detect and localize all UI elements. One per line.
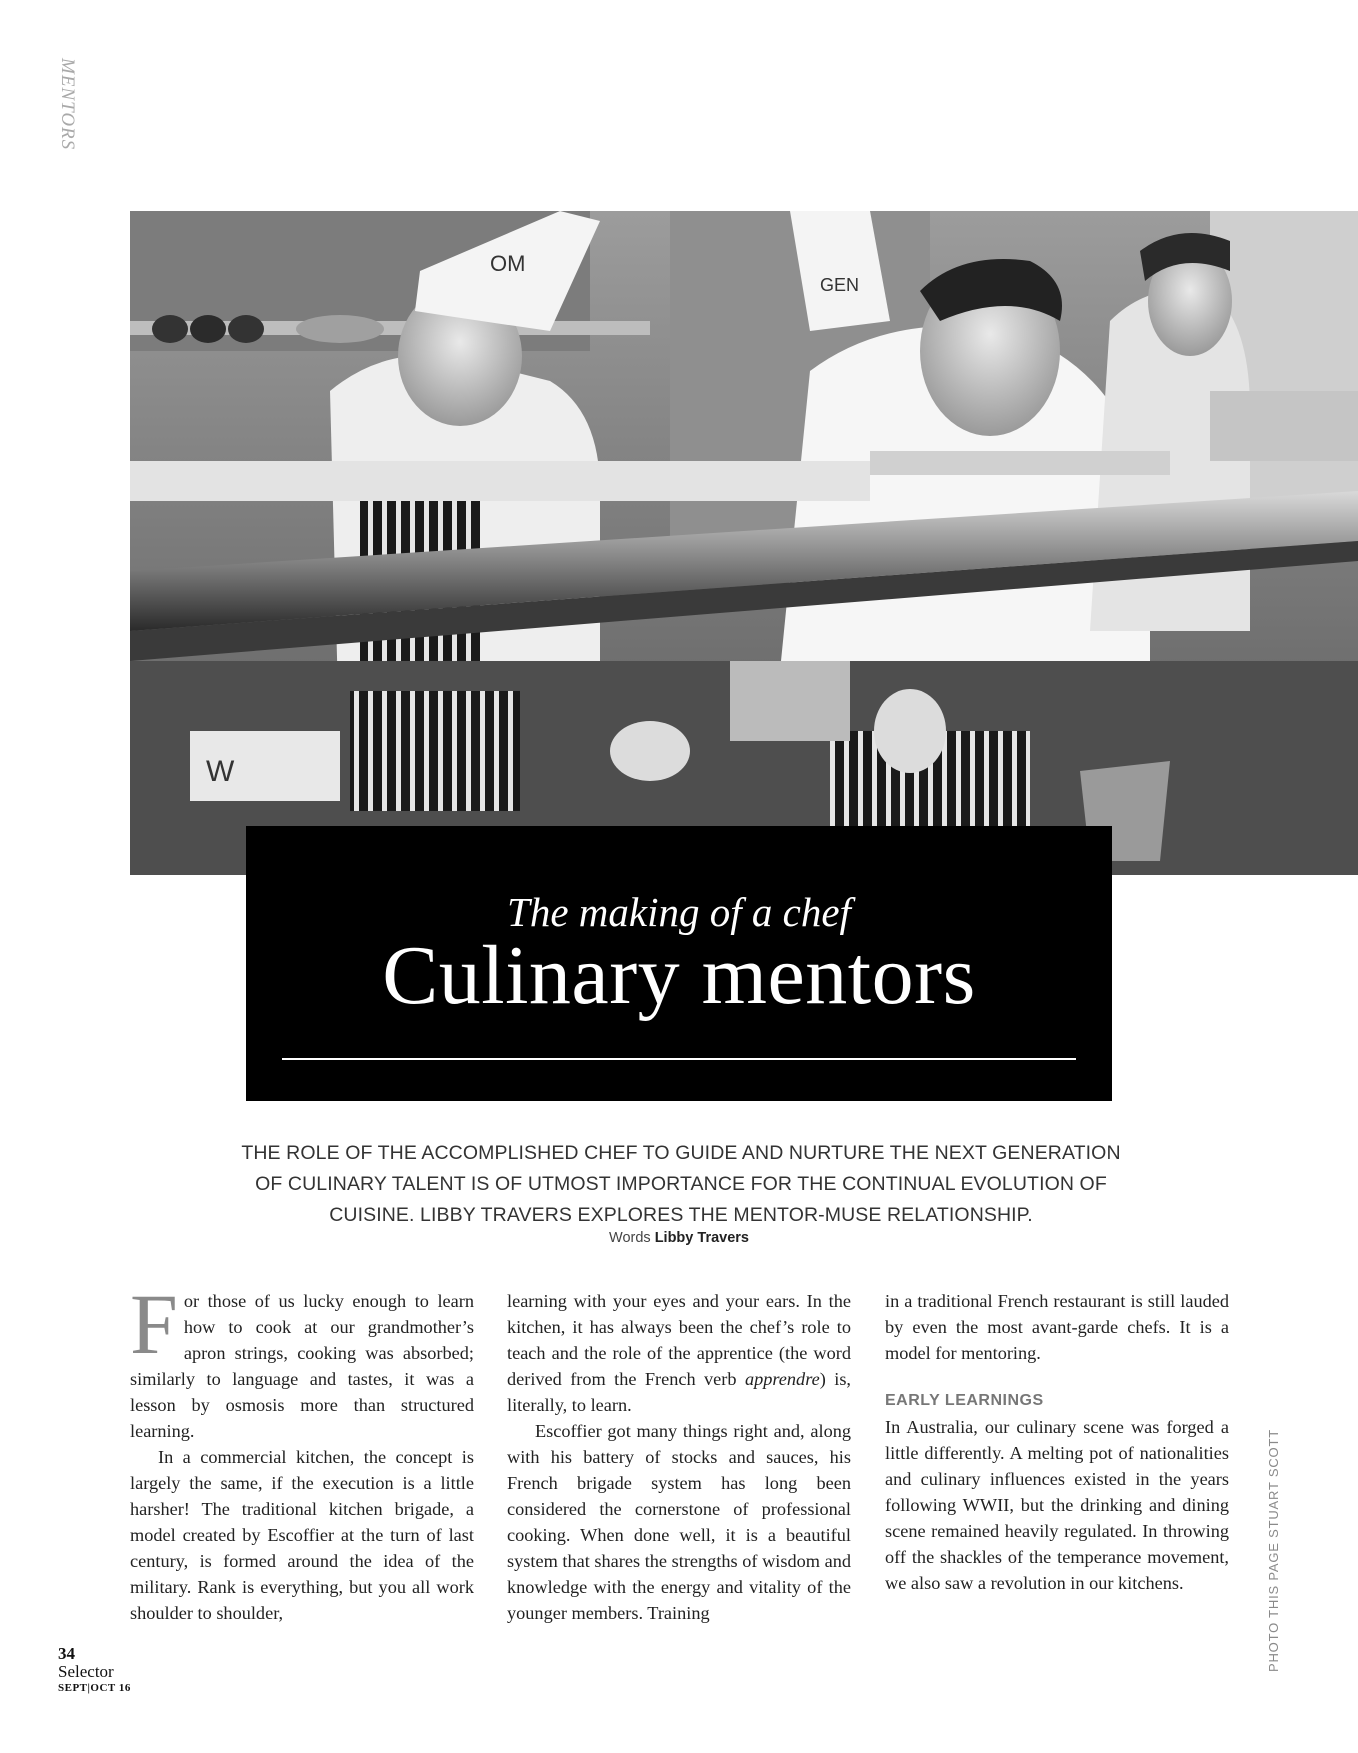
standfirst: THE ROLE OF THE ACCOMPLISHED CHEF TO GUIDE AND NURTURE THE NEXT GENERATION OF CULINARY TALENT IS OF UTMOST IMPORTANCE FOR THE CONTINUAL EVOLUTION OF CUISINE. LIBBY TRAVERS EXPLORES THE MENTOR-MUSE RELATIONSHIP. (241, 1142, 1121, 1226)
paragraph: or those of us lucky enough to learn how to cook at our grandmother’s apron strings, cooking was absorbed; similarly to language and tastes, it was a lesson by osmosis more than structured learning. (130, 1291, 474, 1441)
byline (0, 1230, 1358, 1246)
paragraph-text: ) is, literally, to learn. (507, 1369, 851, 1415)
hero-photo (130, 211, 1358, 875)
paragraph: In a commercial kitchen, the concept is largely the same, if the execution is a little harsher! The traditional kitchen brigade, a model created by Escoffier at the turn of last century, is formed around the idea of the military. Rank is everything, but you all work shoulder to shoulder, (130, 1447, 474, 1623)
paragraph-text: learning with your eyes and your ears. In the kitchen, it has always been the chef’s role to teach and the role of the apprentice (the word derived from the French verb (507, 1291, 851, 1389)
paragraph: Escoffier got many things right and, along with his battery of stocks and sauces, his French brigade system has long been considered the cornerstone of professional cooking. When done well, it is a beautiful system that shares the strengths of wisdom and knowledge with the energy and vitality of the younger members. Training (507, 1421, 851, 1623)
title-kicker: The making of a chef (507, 889, 851, 935)
italic-term: apprendre (744, 1369, 820, 1389)
folio (58, 1645, 131, 1695)
paragraph: in a traditional French restaurant is still lauded by even the most avant-garde chefs. It is a model for mentoring. (885, 1291, 1229, 1363)
byline-prefix: Words (609, 1230, 651, 1246)
body-column-2 (507, 1288, 851, 1626)
body-column-3 (885, 1288, 1229, 1596)
page-title: Culinary mentors (382, 929, 976, 1022)
subheading: EARLY LEARNINGS (885, 1392, 1044, 1409)
hat-label: OM (490, 251, 526, 276)
issue-date: SEPT|OCT 16 (58, 1682, 131, 1694)
section-label: MENTORS (57, 58, 78, 151)
drop-cap: F (130, 1276, 178, 1372)
hat-label: GEN (820, 275, 860, 295)
ticket-text: W (206, 755, 235, 788)
magazine-name: Selector (58, 1662, 114, 1681)
paragraph: In Australia, our culinary scene was forged a little differently. A melting pot of nationalities and culinary influences existed in the years following WWII, but the drinking and dining scene remained heavily regulated. In throwing off the shackles of the temperance movement, we also saw a revolution in our kitchens. (885, 1417, 1229, 1593)
paragraph (507, 1288, 851, 1418)
byline-author: Libby Travers (654, 1230, 749, 1246)
kitchen-photo-illustration (130, 211, 1358, 875)
title-divider (282, 1058, 1076, 1060)
title-block (246, 826, 1112, 1101)
page-number: 34 (58, 1644, 75, 1663)
photo-credit: PHOTO THIS PAGE STUART SCOTT (1266, 1429, 1281, 1672)
body-column-1 (130, 1276, 474, 1626)
